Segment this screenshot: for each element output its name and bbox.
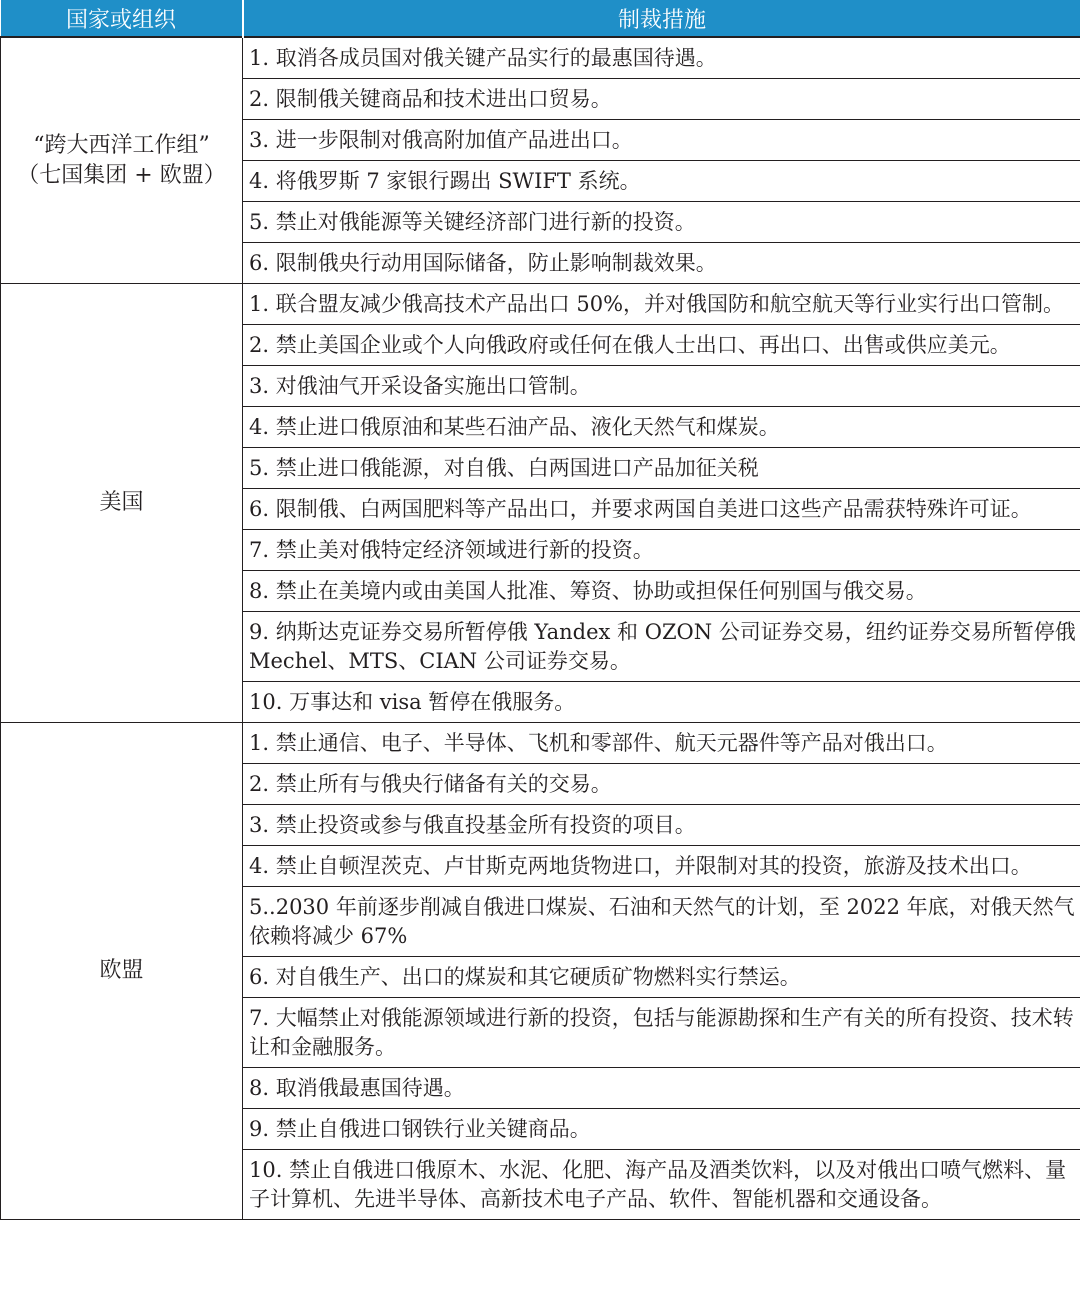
measure-item: 7. 大幅禁止对俄能源领域进行新的投资，包括与能源勘探和生产有关的所有投资、技术转让和金融服务。 xyxy=(243,998,1080,1068)
measure-item: 6. 对自俄生产、出口的煤炭和其它硬质矿物燃料实行禁运。 xyxy=(243,957,1080,998)
measure-item: 10. 万事达和 visa 暂停在俄服务。 xyxy=(249,690,576,714)
group-row xyxy=(1,37,1080,284)
sanction-measures-cell xyxy=(243,284,1080,723)
country-name-line: （七国集团 + 欧盟） xyxy=(17,162,226,188)
measure-item: 4. 禁止进口俄原油和某些石油产品、液化天然气和煤炭。 xyxy=(243,407,1080,448)
country-name-line: “跨大西洋工作组” xyxy=(33,132,210,158)
header-sanction-measures: 制裁措施 xyxy=(243,0,1080,37)
measure-item: 3. 禁止投资或参与俄直投基金所有投资的项目。 xyxy=(243,805,1080,846)
measure-item: 10. 禁止自俄进口俄原木、水泥、化肥、海产品及酒类饮料，以及对俄出口喷气燃料、量子计算机、先进半导体、高新技术电子产品、软件、智能机器和交通设备。 xyxy=(249,1158,1067,1211)
measure-item: 1. 禁止通信、电子、半导体、飞机和零部件、航天元器件等产品对俄出口。 xyxy=(243,723,1080,764)
measure-item: 3. 对俄油气开采设备实施出口管制。 xyxy=(243,366,1080,407)
measure-item: 5..2030 年前逐步削减自俄进口煤炭、石油和天然气的计划，至 2022 年底，对俄天然气依赖将减少 67% xyxy=(243,887,1080,957)
measure-item: 6. 限制俄、白两国肥料等产品出口，并要求两国自美进口这些产品需获特殊许可证。 xyxy=(243,489,1080,530)
measure-item: 4. 禁止自顿涅茨克、卢甘斯克两地货物进口，并限制对其的投资，旅游及技术出口。 xyxy=(243,846,1080,887)
measure-item: 3. 进一步限制对俄高附加值产品进出口。 xyxy=(243,120,1080,161)
measure-item: 8. 取消俄最惠国待遇。 xyxy=(243,1068,1080,1109)
group-row xyxy=(1,723,1080,1220)
header-country-or-organization: 国家或组织 xyxy=(1,0,243,37)
measure-item: 5. 禁止进口俄能源，对自俄、白两国进口产品加征关税 xyxy=(243,448,1080,489)
measure-item: 6. 限制俄央行动用国际储备，防止影响制裁效果。 xyxy=(249,251,717,275)
sanction-measures-cell xyxy=(243,723,1080,1220)
measure-item: 2. 禁止美国企业或个人向俄政府或任何在俄人士出口、再出口、出售或供应美元。 xyxy=(243,325,1080,366)
country-or-organization-cell xyxy=(1,37,243,284)
measure-item: 7. 禁止美对俄特定经济领域进行新的投资。 xyxy=(243,530,1080,571)
measure-item: 5. 禁止对俄能源等关键经济部门进行新的投资。 xyxy=(243,202,1080,243)
measure-item: 4. 将俄罗斯 7 家银行踢出 SWIFT 系统。 xyxy=(243,161,1080,202)
measure-item: 2. 限制俄关键商品和技术进出口贸易。 xyxy=(243,79,1080,120)
measure-item: 9. 禁止自俄进口钢铁行业关键商品。 xyxy=(243,1109,1080,1150)
measure-item: 1. 取消各成员国对俄关键产品实行的最惠国待遇。 xyxy=(243,38,1080,79)
country-or-organization-cell xyxy=(1,723,243,1220)
measure-item: 9. 纳斯达克证券交易所暂停俄 Yandex 和 OZON 公司证券交易，纽约证券交易所暂停俄 Mechel、MTS、CIAN 公司证券交易。 xyxy=(243,612,1080,682)
table-body xyxy=(1,37,1080,1220)
country-name-line: 美国 xyxy=(99,490,144,515)
header-row xyxy=(1,0,1080,37)
country-name-line: 欧盟 xyxy=(99,958,144,983)
country-or-organization-cell xyxy=(1,284,243,723)
sanction-measures-cell xyxy=(243,37,1080,284)
measure-item: 2. 禁止所有与俄央行储备有关的交易。 xyxy=(243,764,1080,805)
measure-item: 1. 联合盟友减少俄高技术产品出口 50%，并对俄国防和航空航天等行业实行出口管制。 xyxy=(243,284,1080,325)
group-row xyxy=(1,284,1080,723)
measure-item: 8. 禁止在美境内或由美国人批准、筹资、协助或担保任何别国与俄交易。 xyxy=(243,571,1080,612)
